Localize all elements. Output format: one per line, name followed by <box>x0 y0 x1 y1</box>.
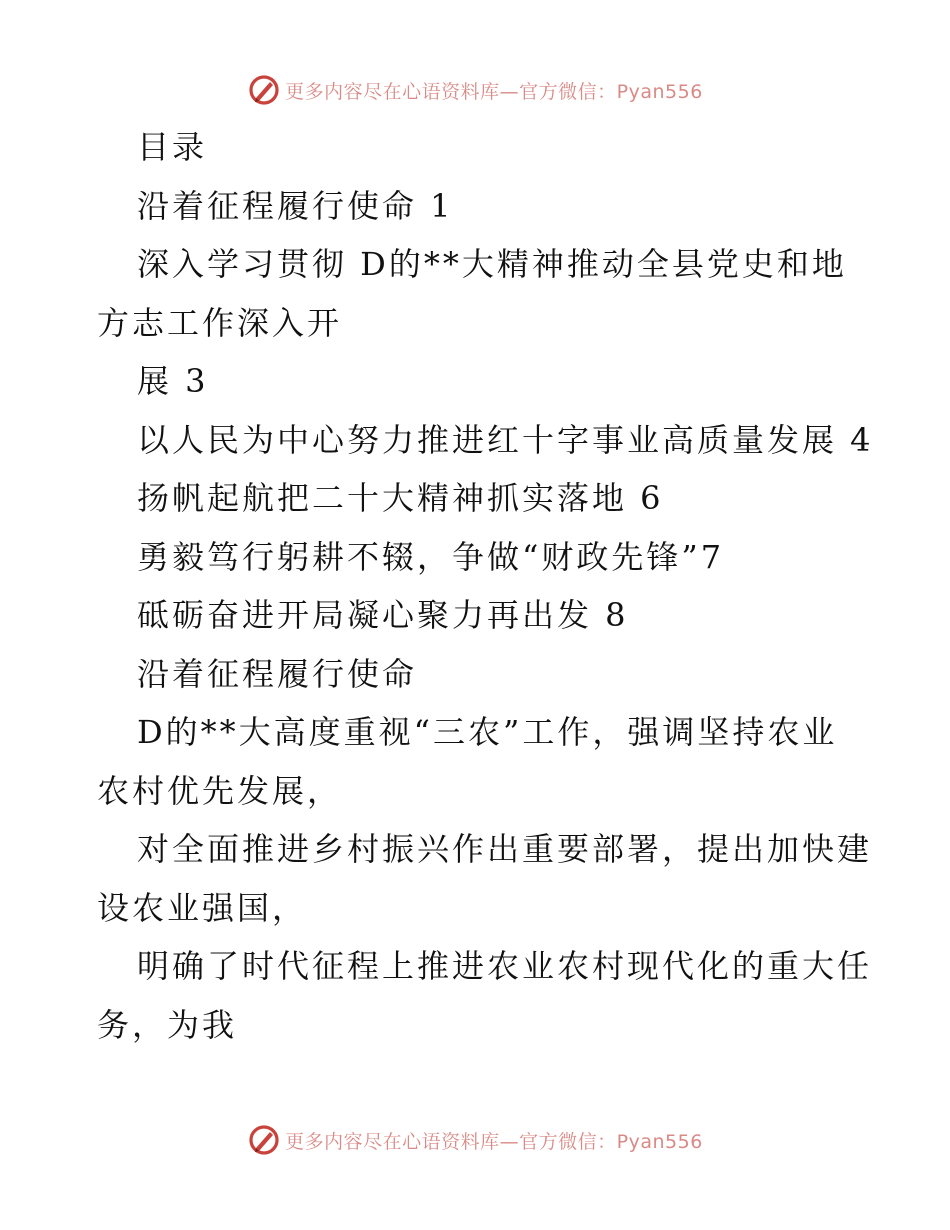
paragraph-line: 务，为我 <box>97 1005 238 1044</box>
toc-entry: 沿着征程履行使命 1 <box>137 186 454 225</box>
toc-entry: 深入学习贯彻 D的**大精神推动全县党史和地 <box>137 245 847 283</box>
toc-entry-continued: 方志工作深入开 <box>97 303 343 342</box>
paragraph-line: 设农业强国， <box>97 888 308 927</box>
section-title: 沿着征程履行使命 <box>137 654 418 693</box>
pen-logo-icon <box>247 1123 281 1157</box>
toc-heading: 目录 <box>137 128 208 166</box>
toc-entry: 扬帆起航把二十大精神抓实落地 6 <box>137 479 664 517</box>
toc-entry: 砥砺奋进开局凝心聚力再出发 8 <box>137 596 629 634</box>
paragraph-line: 农村优先发展， <box>97 771 343 810</box>
toc-entry-continued: 展 3 <box>137 362 209 400</box>
toc-entry: 以人民为中心努力推进红十字事业高质量发展 4 <box>137 420 874 459</box>
paragraph-line: D的**大高度重视“三农”工作，强调坚持农业 <box>137 713 838 751</box>
footer-watermark <box>0 1120 950 1160</box>
watermark-text: 更多内容尽在心语资料库—官方微信：Pyan556 <box>285 80 703 103</box>
paragraph-line: 明确了时代征程上推进农业农村现代化的重大任 <box>137 947 873 985</box>
pen-logo-icon <box>247 73 281 107</box>
toc-entry: 勇毅笃行躬耕不辍，争做“财政先锋”7 <box>137 537 725 576</box>
watermark-text: 更多内容尽在心语资料库—官方微信：Pyan556 <box>285 1130 703 1153</box>
paragraph-line: 对全面推进乡村振兴作出重要部署，提出加快建 <box>137 830 873 868</box>
document-body <box>97 118 874 1054</box>
header-watermark <box>0 70 950 110</box>
